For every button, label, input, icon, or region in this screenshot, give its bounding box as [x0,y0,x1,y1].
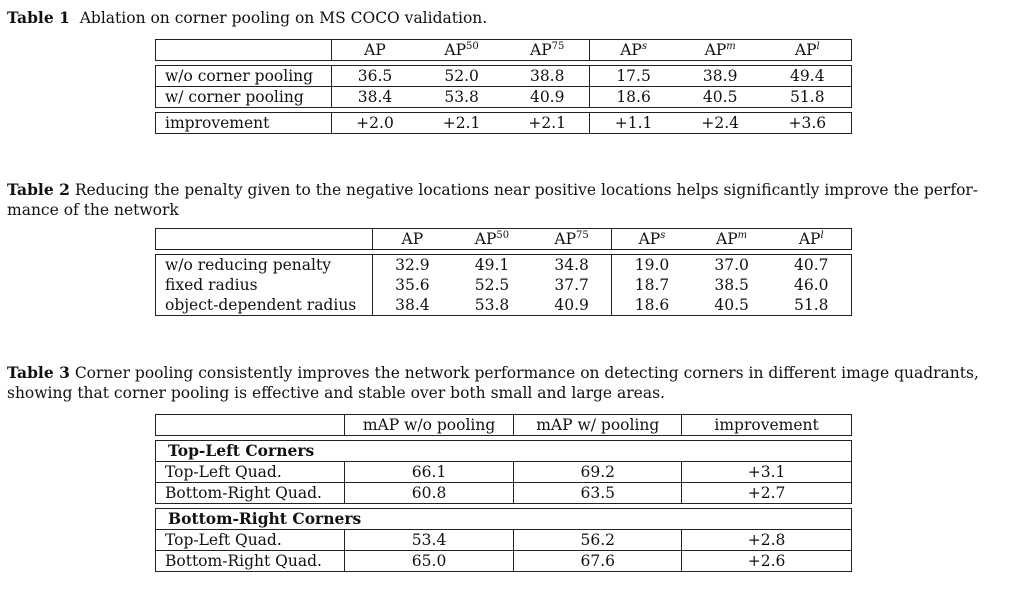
table3-section-bottom-right [156,509,852,572]
table-cell: 36.5 [357,67,393,85]
table3-caption-line1: Corner pooling consistently improves the network performance on detecting corners in different image quadrants, [74,364,979,382]
table-cell: +2.7 [747,484,786,502]
table-header-cell: $AP^s$ [620,41,647,59]
table-row [156,66,852,87]
table3 [155,414,852,572]
table-header-cell: $AP^l$ [798,230,824,248]
table-header-cell: mAP w/o pooling [344,415,514,436]
table2-caption-label: Table 2 [7,180,70,199]
table-cell: 53.8 [444,88,479,106]
row-label: fixed radius [156,275,373,295]
row-label: w/o reducing penalty [156,255,373,276]
table-cell: 38.5 [714,276,749,294]
table-cell: +2.4 [701,114,739,132]
table-header-cell: mAP w/ pooling [514,415,682,436]
table-cell: 38.4 [357,88,393,106]
table-header-empty [156,229,373,250]
table1-caption-label: Table 1 [7,8,70,27]
table-cell: +3.6 [788,114,827,132]
table-cell: 65.0 [344,551,514,572]
table1-body [156,66,852,108]
table-cell: 66.1 [344,462,514,483]
table-row [156,462,852,483]
table3-caption-label: Table 3 [7,363,70,382]
table-header-cell: AP$^{50}$ [474,230,510,248]
row-label: w/ corner pooling [156,87,332,108]
table2 [155,228,852,316]
table2-header [156,229,852,250]
table2-body [156,255,852,316]
table1 [155,39,852,134]
table-cell: +1.1 [614,114,653,132]
table-cell: 63.5 [514,483,682,504]
table-cell: 56.2 [514,530,682,551]
table-cell: 19.0 [634,256,670,274]
table2-caption [7,180,1002,220]
table-row [156,255,852,276]
table-header-cell: $AP^m$ [716,230,748,248]
table-header-cell: AP [401,230,424,248]
table-cell: 34.8 [532,255,612,276]
table-cell: 49.4 [790,67,825,85]
table-cell: 40.5 [702,88,738,106]
table-cell: 69.2 [514,462,682,483]
table-row [156,295,852,316]
table-cell: 38.4 [395,296,430,314]
table-cell: 52.0 [444,67,479,85]
row-label: Top-Left Quad. [156,530,345,551]
table3-caption [7,363,1002,403]
table-cell: 37.0 [714,256,749,274]
table3-caption-line2: showing that corner pooling is effective and stable over both small and large areas. [7,384,665,402]
table1-caption [7,8,487,28]
table-header-row [156,40,852,61]
table-row [156,87,852,108]
table3-header [156,415,852,436]
table-header-cell: improvement [714,416,819,434]
table3-section-top-left [156,441,852,504]
table-header-cell: AP$^{75}$ [532,229,612,250]
table-cell: 38.8 [505,66,590,87]
row-label: w/o corner pooling [156,66,332,87]
table-header-empty [156,415,345,436]
table-cell: 40.7 [794,256,829,274]
table-header-row [156,229,852,250]
section-title: Top-Left Corners [168,441,315,460]
table-cell: 51.8 [794,296,829,314]
table-cell: 18.7 [634,276,670,294]
table-cell: 60.8 [344,483,514,504]
section-title-row [156,441,852,462]
table-row [156,113,852,134]
table-header-cell: AP$^{75}$ [505,40,590,61]
table-cell: +2.8 [747,531,786,549]
table-row [156,483,852,504]
row-label: Bottom-Right Quad. [156,483,345,504]
table-cell: 38.9 [702,67,738,85]
table-header-cell: $AP^l$ [794,41,820,59]
table-cell: 40.9 [532,295,612,316]
row-label: improvement [156,113,332,134]
table-cell: 53.8 [474,296,510,314]
table-header-empty [156,40,332,61]
row-label: Bottom-Right Quad. [156,551,345,572]
table-cell: +2.1 [505,113,590,134]
table-cell: 67.6 [514,551,682,572]
table2-caption-line2: mance of the network [7,201,179,219]
table1-caption-text: Ablation on corner pooling on MS COCO validation. [79,9,488,27]
table1-header [156,40,852,61]
table-cell: +2.6 [747,552,786,570]
table-header-cell: AP$^{50}$ [444,41,479,59]
table-cell: 32.9 [395,256,430,274]
table-cell: +2.1 [442,114,481,132]
table-cell: 53.4 [344,530,514,551]
row-label: Top-Left Quad. [156,462,345,483]
table-cell: 40.5 [714,296,749,314]
section-title-row [156,509,852,530]
table-cell: 18.6 [634,296,670,314]
table-cell: 40.9 [505,87,590,108]
table-cell: 18.6 [616,88,651,106]
row-label: object-dependent radius [156,295,373,316]
table-cell: 49.1 [474,256,510,274]
table-cell: 35.6 [395,276,430,294]
table-header-cell: AP [364,41,386,59]
table-cell: 51.8 [790,88,825,106]
table-cell: 37.7 [532,275,612,295]
table-row [156,275,852,295]
table2-caption-line1: Reducing the penalty given to the negative locations near positive locations helps significantly improve the perfor- [74,181,979,199]
table-cell: +3.1 [747,463,786,481]
table1-improvement [156,113,852,134]
table-row [156,551,852,572]
table-cell: 17.5 [616,67,651,85]
table-cell: 52.5 [474,276,510,294]
table-header-row [156,415,852,436]
table-header-cell: $AP^s$ [638,230,666,248]
table-header-cell: $AP^m$ [704,41,736,59]
table-cell: 46.0 [794,276,829,294]
table-row [156,530,852,551]
table-cell: +2.0 [356,114,394,132]
section-title: Bottom-Right Corners [168,509,362,528]
